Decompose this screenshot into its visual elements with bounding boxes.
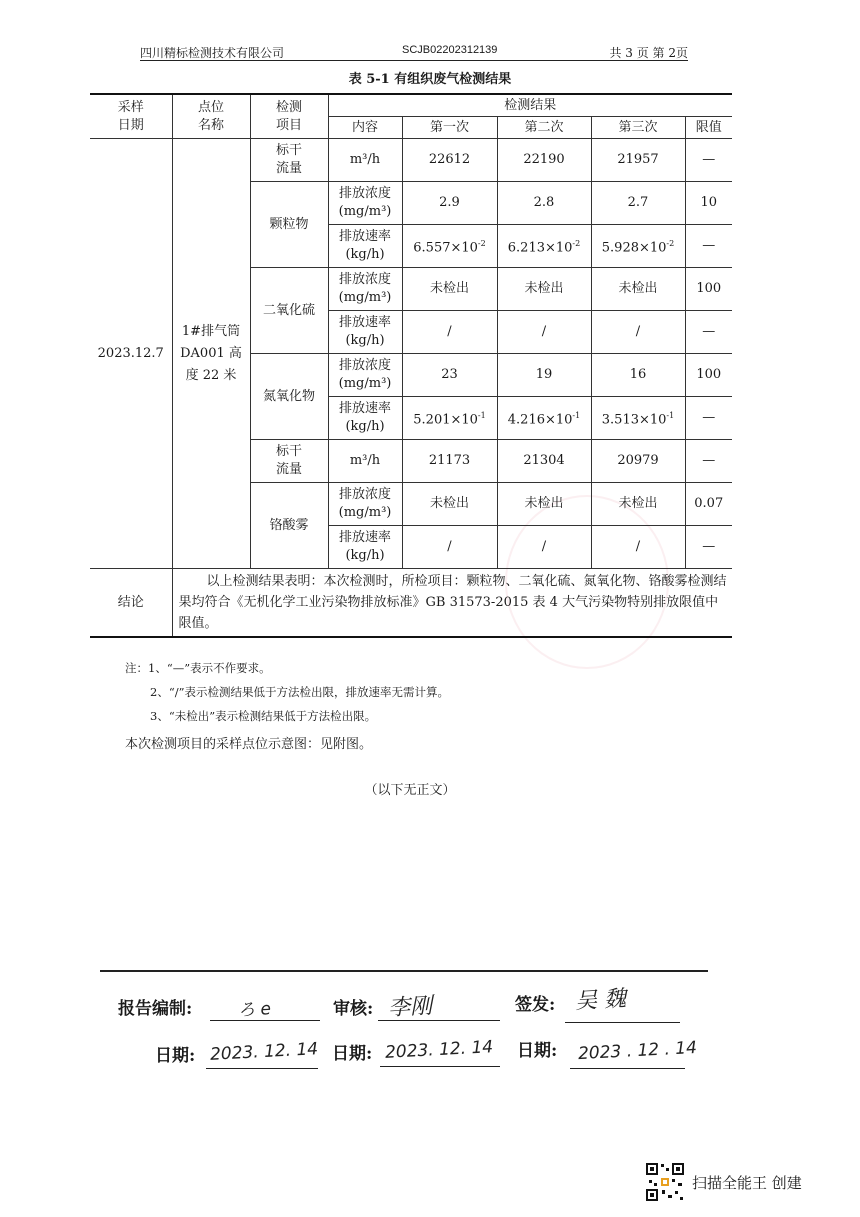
limit-cell: 10 <box>685 182 732 225</box>
value-2: / <box>497 311 591 354</box>
value-2 <box>497 225 591 268</box>
note-3: 3、“未检出”表示检测结果低于方法检出限。 <box>150 709 377 723</box>
value-2: 未检出 <box>497 483 591 526</box>
value-2: 19 <box>497 354 591 397</box>
value-2: / <box>497 526 591 569</box>
page-header <box>140 44 688 61</box>
col-header-results: 检测结果 <box>328 94 732 117</box>
value-mantissa: 6.557×10 <box>413 240 478 256</box>
end-of-text: （以下无正文） <box>364 783 456 798</box>
content-cell: 排放速率 (kg/h) <box>328 311 402 354</box>
limit-cell: — <box>685 225 732 268</box>
col-header-point: 点位 名称 <box>172 94 250 139</box>
date-value-3: 2023 . 12 . 14 <box>577 1037 698 1065</box>
col-header-item: 检测 项目 <box>250 94 328 139</box>
compiler-signature: ろ e <box>237 999 272 1021</box>
value-1: 2.9 <box>402 182 497 225</box>
issuer-label: 签发: <box>515 995 556 1015</box>
value-3: / <box>591 526 685 569</box>
value-2 <box>497 397 591 440</box>
limit-cell: — <box>685 397 732 440</box>
content-cell: 排放浓度 (mg/m³) <box>328 182 402 225</box>
value-exponent: -1 <box>666 410 675 420</box>
date-label-3: 日期: <box>517 1041 558 1061</box>
value-2: 21304 <box>497 440 591 483</box>
content-cell: 排放速率 (kg/h) <box>328 397 402 440</box>
date-underline-3 <box>570 1068 685 1069</box>
value-3: 21957 <box>591 139 685 182</box>
item-cell: 铬酸雾 <box>250 483 328 569</box>
item-cell: 二氧化硫 <box>250 268 328 354</box>
page-number: 共 3 页 第 2页 <box>609 46 688 60</box>
signature-divider <box>100 970 708 972</box>
limit-cell: — <box>685 526 732 569</box>
value-2: 未检出 <box>497 268 591 311</box>
value-1: 21173 <box>402 440 497 483</box>
col-header-first: 第一次 <box>402 117 497 139</box>
date-underline-2 <box>380 1066 500 1067</box>
value-mantissa: 5.928×10 <box>601 240 667 256</box>
header-row-1 <box>90 94 732 117</box>
value-1: 23 <box>402 354 497 397</box>
qr-code-icon <box>645 1162 685 1202</box>
report-number: SCJB02202312139 <box>402 44 498 56</box>
table-caption: 表 5-1 有组织废气检测结果 <box>348 72 512 87</box>
limit-cell: 100 <box>685 354 732 397</box>
content-cell: 排放浓度 (mg/m³) <box>328 354 402 397</box>
date-underline-1 <box>206 1068 318 1069</box>
issuer-signature: 吴 魏 <box>574 986 627 1015</box>
value-3 <box>591 397 685 440</box>
value-3: 2.7 <box>591 182 685 225</box>
value-3: / <box>591 311 685 354</box>
content-cell: m³/h <box>328 440 402 483</box>
date-value-2: 2023. 12. 14 <box>384 1037 494 1063</box>
item-cell: 标干 流量 <box>250 440 328 483</box>
value-1: 未检出 <box>402 483 497 526</box>
value-mantissa: 3.513×10 <box>601 412 667 428</box>
value-exponent: -2 <box>477 238 486 248</box>
limit-cell: — <box>685 311 732 354</box>
col-header-date: 采样 日期 <box>90 94 172 139</box>
value-1 <box>402 225 497 268</box>
table-row <box>90 139 732 182</box>
value-mantissa: 5.201×10 <box>413 412 478 428</box>
value-1: 未检出 <box>402 268 497 311</box>
value-3: 未检出 <box>591 483 685 526</box>
scanner-watermark: 扫描全能王 创建 <box>692 1174 802 1192</box>
value-exponent: -1 <box>477 410 486 420</box>
results-table <box>90 93 732 638</box>
figure-reference: 本次检测项目的采样点位示意图：见附图。 <box>125 737 373 752</box>
limit-cell: 100 <box>685 268 732 311</box>
value-exponent: -1 <box>572 410 581 420</box>
conclusion-label: 结论 <box>90 569 172 638</box>
value-3: 未检出 <box>591 268 685 311</box>
value-exponent: -2 <box>666 238 675 248</box>
content-cell: 排放浓度 (mg/m³) <box>328 268 402 311</box>
content-cell: 排放速率 (kg/h) <box>328 225 402 268</box>
value-mantissa: 4.216×10 <box>507 412 573 428</box>
value-3: 16 <box>591 354 685 397</box>
compiler-underline <box>210 1020 320 1021</box>
value-2: 22190 <box>497 139 591 182</box>
value-1 <box>402 397 497 440</box>
col-header-third: 第三次 <box>591 117 685 139</box>
note-1: 注：1、“—”表示不作要求。 <box>125 661 271 675</box>
value-3 <box>591 225 685 268</box>
limit-cell: — <box>685 139 732 182</box>
item-cell: 标干 流量 <box>250 139 328 182</box>
item-cell: 氮氧化物 <box>250 354 328 440</box>
reviewer-signature: 李刚 <box>387 993 433 1022</box>
value-1: 22612 <box>402 139 497 182</box>
value-mantissa: 6.213×10 <box>507 240 573 256</box>
note-2: 2、“/”表示检测结果低于方法检出限，排放速率无需计算。 <box>150 685 449 699</box>
sample-date: 2023.12.7 <box>90 139 172 569</box>
date-value-1: 2023. 12. 14 <box>209 1039 319 1065</box>
content-cell: 排放速率 (kg/h) <box>328 526 402 569</box>
value-1: / <box>402 311 497 354</box>
table-notes <box>125 656 449 728</box>
company-name: 四川精标检测技术有限公司 <box>140 46 285 60</box>
value-1: / <box>402 526 497 569</box>
col-header-limit: 限值 <box>685 117 732 139</box>
limit-cell: — <box>685 440 732 483</box>
value-2: 2.8 <box>497 182 591 225</box>
issuer-underline <box>565 1022 680 1023</box>
col-header-second: 第二次 <box>497 117 591 139</box>
date-label-1: 日期: <box>155 1046 196 1066</box>
value-3: 20979 <box>591 440 685 483</box>
compiler-label: 报告编制: <box>118 999 193 1019</box>
conclusion-row <box>90 569 732 638</box>
limit-cell: 0.07 <box>685 483 732 526</box>
date-label-2: 日期: <box>332 1044 373 1064</box>
content-cell: m³/h <box>328 139 402 182</box>
conclusion-text: 以上检测结果表明：本次检测时，所检项目：颗粒物、二氧化硫、氮氧化物、铬酸雾检测结果均符合《无机化学工业污染物排放标准》GB 31573-2015 表 4 大气污染物特别排放限值中限值。 <box>172 569 732 638</box>
content-cell: 排放浓度 (mg/m³) <box>328 483 402 526</box>
item-cell: 颗粒物 <box>250 182 328 268</box>
col-header-content: 内容 <box>328 117 402 139</box>
value-exponent: -2 <box>572 238 581 248</box>
reviewer-label: 审核: <box>333 999 374 1019</box>
sample-point: 1#排气筒 DA001 高 度 22 米 <box>172 139 250 569</box>
